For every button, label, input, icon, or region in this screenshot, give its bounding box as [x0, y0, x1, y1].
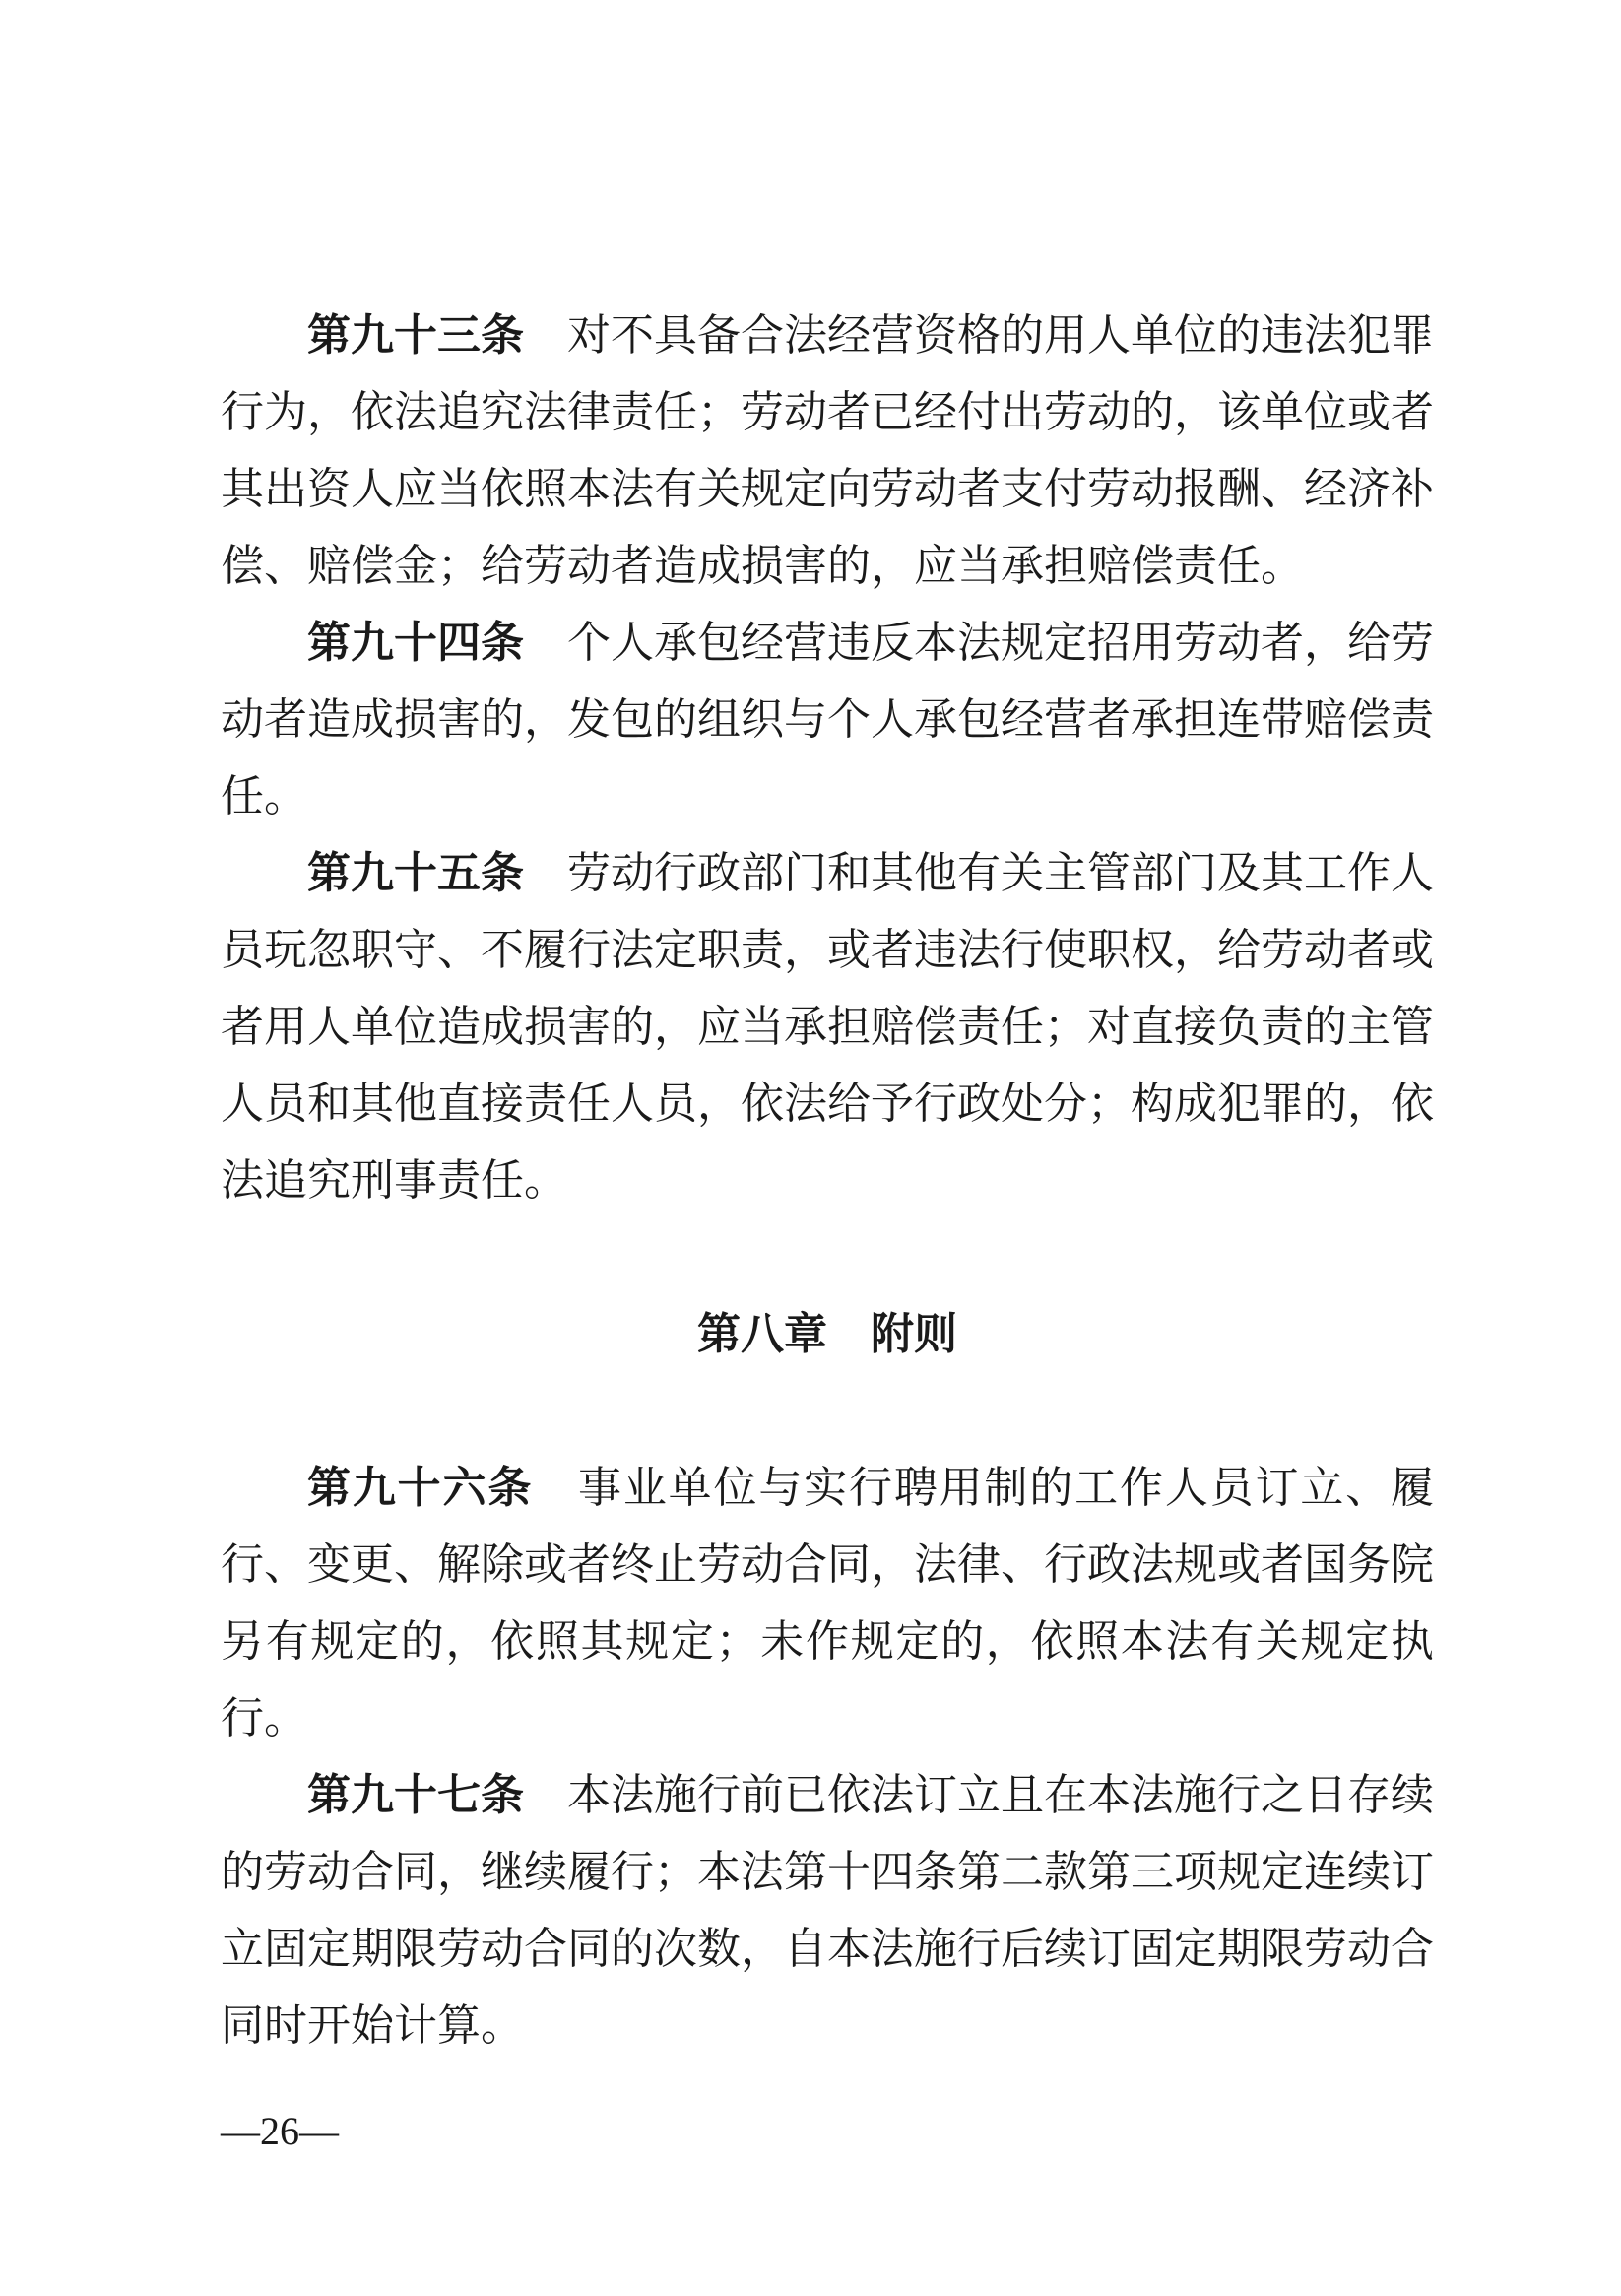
article-title: 第九十七条 [307, 1770, 524, 1820]
article-title: 第九十四条 [307, 618, 524, 668]
article-text: 对不具备合法经营资格的用人单位的违法犯罪行为，依法追究法律责任；劳动者已经付出劳动的，该单位或者其出资人应当依照本法有关规定向劳动者支付劳动报酬、经济补偿、赔偿金；给劳动者造成损害的，应当承担赔偿责任。 [221, 310, 1434, 591]
article-title: 第九十五条 [307, 848, 524, 898]
article-93 [221, 297, 1434, 605]
article-97 [221, 1757, 1434, 2065]
article-95 [221, 835, 1434, 1219]
article-text: 劳动行政部门和其他有关主管部门及其工作人员玩忽职守、不履行法定职责，或者违法行使职权，给劳动者或者用人单位造成损害的，应当承担赔偿责任；对直接负责的主管人员和其他直接责任人员，依法给予行政处分；构成犯罪的，依法追究刑事责任。 [221, 848, 1434, 1206]
article-96 [221, 1450, 1434, 1757]
article-title: 第九十六条 [307, 1463, 534, 1513]
article-text: 本法施行前已依法订立且在本法施行之日存续的劳动合同，继续履行；本法第十四条第二款第三项规定连续订立固定期限劳动合同的次数，自本法施行后续订固定期限劳动合同时开始计算。 [221, 1770, 1434, 2051]
article-94 [221, 605, 1434, 835]
document-body [221, 297, 1434, 2065]
article-title: 第九十三条 [307, 310, 524, 361]
article-text: 事业单位与实行聘用制的工作人员订立、履行、变更、解除或者终止劳动合同，法律、行政法规或者国务院另有规定的，依照其规定；未作规定的，依照本法有关规定执行。 [221, 1463, 1435, 1743]
article-text: 个人承包经营违反本法规定招用劳动者，给劳动者造成损害的，发包的组织与个人承包经营者承担连带赔偿责任。 [221, 618, 1434, 821]
page-number: —26— [221, 2109, 339, 2153]
chapter-heading: 第八章 附则 [697, 1309, 957, 1359]
